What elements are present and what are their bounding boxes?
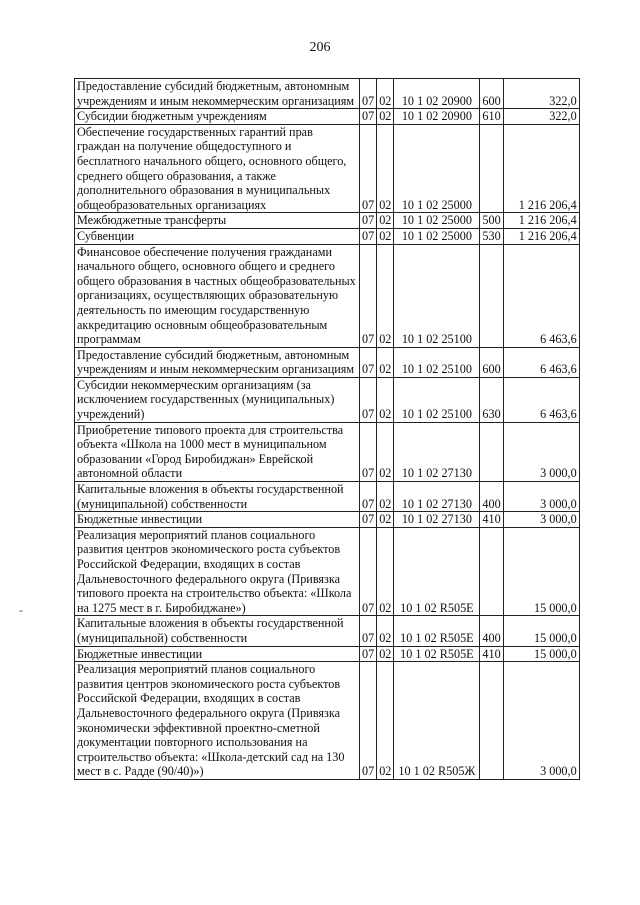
target-article-code: 10 1 02 25100 (394, 347, 480, 377)
table-row (75, 512, 580, 528)
section-code: 07 (360, 482, 377, 512)
row-name: Субвенции (75, 228, 360, 244)
table-row (75, 422, 580, 481)
amount: 3 000,0 (503, 482, 579, 512)
expense-type-code: 600 (480, 347, 503, 377)
subsection-code: 02 (377, 527, 394, 616)
amount: 15 000,0 (503, 527, 579, 616)
subsection-code: 02 (377, 662, 394, 780)
margin-mark: - (19, 603, 23, 617)
table-row (75, 109, 580, 125)
amount: 1 216 206,4 (503, 124, 579, 213)
amount: 1 216 206,4 (503, 228, 579, 244)
target-article-code: 10 1 02 R505Е (394, 527, 480, 616)
row-name: Реализация мероприятий планов социального развития центров экономического роста субъектов Российской Федерации, входящих в состав Дальневосточного федерального округа (Привязка типового проекта на строительство объекта: «Школа на 1275 мест в г. Биробиджане») (75, 527, 360, 616)
section-code: 07 (360, 213, 377, 229)
amount: 6 463,6 (503, 347, 579, 377)
expense-type-code: 400 (480, 616, 503, 646)
amount: 6 463,6 (503, 244, 579, 347)
expense-type-code: 610 (480, 109, 503, 125)
table-row (75, 228, 580, 244)
subsection-code: 02 (377, 512, 394, 528)
amount: 322,0 (503, 79, 579, 109)
row-name: Финансовое обеспечение получения гражданами начального общего, основного общего и среднего общего образования в частных общеобразовательных организациях, осуществляющих образовательную деятельность по имеющим государственную аккредитацию основным общеобразовательным программам (75, 244, 360, 347)
amount: 15 000,0 (503, 616, 579, 646)
expense-type-code (480, 422, 503, 481)
amount: 3 000,0 (503, 662, 579, 780)
target-article-code: 10 1 02 R505Е (394, 646, 480, 662)
subsection-code: 02 (377, 646, 394, 662)
target-article-code: 10 1 02 27130 (394, 422, 480, 481)
subsection-code: 02 (377, 482, 394, 512)
expense-type-code: 600 (480, 79, 503, 109)
section-code: 07 (360, 646, 377, 662)
expense-type-code: 530 (480, 228, 503, 244)
table-row (75, 616, 580, 646)
expense-type-code: 500 (480, 213, 503, 229)
section-code: 07 (360, 79, 377, 109)
amount: 3 000,0 (503, 512, 579, 528)
subsection-code: 02 (377, 377, 394, 422)
table-row (75, 124, 580, 213)
expense-type-code: 400 (480, 482, 503, 512)
subsection-code: 02 (377, 347, 394, 377)
subsection-code: 02 (377, 244, 394, 347)
expense-type-code (480, 662, 503, 780)
row-name: Предоставление субсидий бюджетным, автономным учреждениям и иным некоммерческим организациям (75, 79, 360, 109)
amount: 1 216 206,4 (503, 213, 579, 229)
amount: 3 000,0 (503, 422, 579, 481)
row-name: Субсидии бюджетным учреждениям (75, 109, 360, 125)
row-name: Реализация мероприятий планов социального развития центров экономического роста субъектов Российской Федерации, входящих в состав Дальневосточного федерального округа (Привязка экономически эффективной проектно-сметной документации повторного использования на строительство объекта: «Школа-детский сад на 130 мест в с. Радде (90/40)») (75, 662, 360, 780)
target-article-code: 10 1 02 25000 (394, 124, 480, 213)
section-code: 07 (360, 109, 377, 125)
target-article-code: 10 1 02 20900 (394, 79, 480, 109)
expense-type-code (480, 527, 503, 616)
section-code: 07 (360, 228, 377, 244)
table-row (75, 377, 580, 422)
target-article-code: 10 1 02 27130 (394, 482, 480, 512)
amount: 15 000,0 (503, 646, 579, 662)
table-row (75, 213, 580, 229)
target-article-code: 10 1 02 20900 (394, 109, 480, 125)
table-row (75, 347, 580, 377)
amount: 6 463,6 (503, 377, 579, 422)
section-code: 07 (360, 616, 377, 646)
row-name: Обеспечение государственных гарантий прав граждан на получение общедоступного и бесплатного начального общего, основного общего, среднего общего образования, а также дополнительного образования в муниципальных общеобразовательных организациях (75, 124, 360, 213)
table-row (75, 79, 580, 109)
target-article-code: 10 1 02 25100 (394, 377, 480, 422)
table-row (75, 482, 580, 512)
section-code: 07 (360, 347, 377, 377)
expense-type-code: 410 (480, 646, 503, 662)
budget-table-body (75, 79, 580, 780)
row-name: Капитальные вложения в объекты государственной (муниципальной) собственности (75, 482, 360, 512)
row-name: Бюджетные инвестиции (75, 512, 360, 528)
expense-type-code: 410 (480, 512, 503, 528)
expense-type-code: 630 (480, 377, 503, 422)
subsection-code: 02 (377, 228, 394, 244)
section-code: 07 (360, 244, 377, 347)
subsection-code: 02 (377, 79, 394, 109)
amount: 322,0 (503, 109, 579, 125)
row-name: Предоставление субсидий бюджетным, автономным учреждениям и иным некоммерческим организациям (75, 347, 360, 377)
row-name: Бюджетные инвестиции (75, 646, 360, 662)
expense-type-code (480, 124, 503, 213)
target-article-code: 10 1 02 R505Е (394, 616, 480, 646)
target-article-code: 10 1 02 25000 (394, 228, 480, 244)
row-name: Субсидии некоммерческим организациям (за исключением государственных (муниципальных) учреждений) (75, 377, 360, 422)
section-code: 07 (360, 422, 377, 481)
subsection-code: 02 (377, 109, 394, 125)
row-name: Межбюджетные трансферты (75, 213, 360, 229)
page-number: 206 (309, 40, 331, 55)
subsection-code: 02 (377, 422, 394, 481)
section-code: 07 (360, 377, 377, 422)
subsection-code: 02 (377, 213, 394, 229)
target-article-code: 10 1 02 R505Ж (394, 662, 480, 780)
table-row (75, 646, 580, 662)
target-article-code: 10 1 02 25100 (394, 244, 480, 347)
target-article-code: 10 1 02 27130 (394, 512, 480, 528)
table-row (75, 244, 580, 347)
target-article-code: 10 1 02 25000 (394, 213, 480, 229)
section-code: 07 (360, 527, 377, 616)
row-name: Приобретение типового проекта для строительства объекта «Школа на 1000 мест в муниципальном образовании «Город Биробиджан» Еврейской автономной области (75, 422, 360, 481)
section-code: 07 (360, 512, 377, 528)
subsection-code: 02 (377, 616, 394, 646)
table-row (75, 662, 580, 780)
section-code: 07 (360, 124, 377, 213)
budget-table (74, 78, 580, 780)
table-row (75, 527, 580, 616)
section-code: 07 (360, 662, 377, 780)
expense-type-code (480, 244, 503, 347)
subsection-code: 02 (377, 124, 394, 213)
row-name: Капитальные вложения в объекты государственной (муниципальной) собственности (75, 616, 360, 646)
